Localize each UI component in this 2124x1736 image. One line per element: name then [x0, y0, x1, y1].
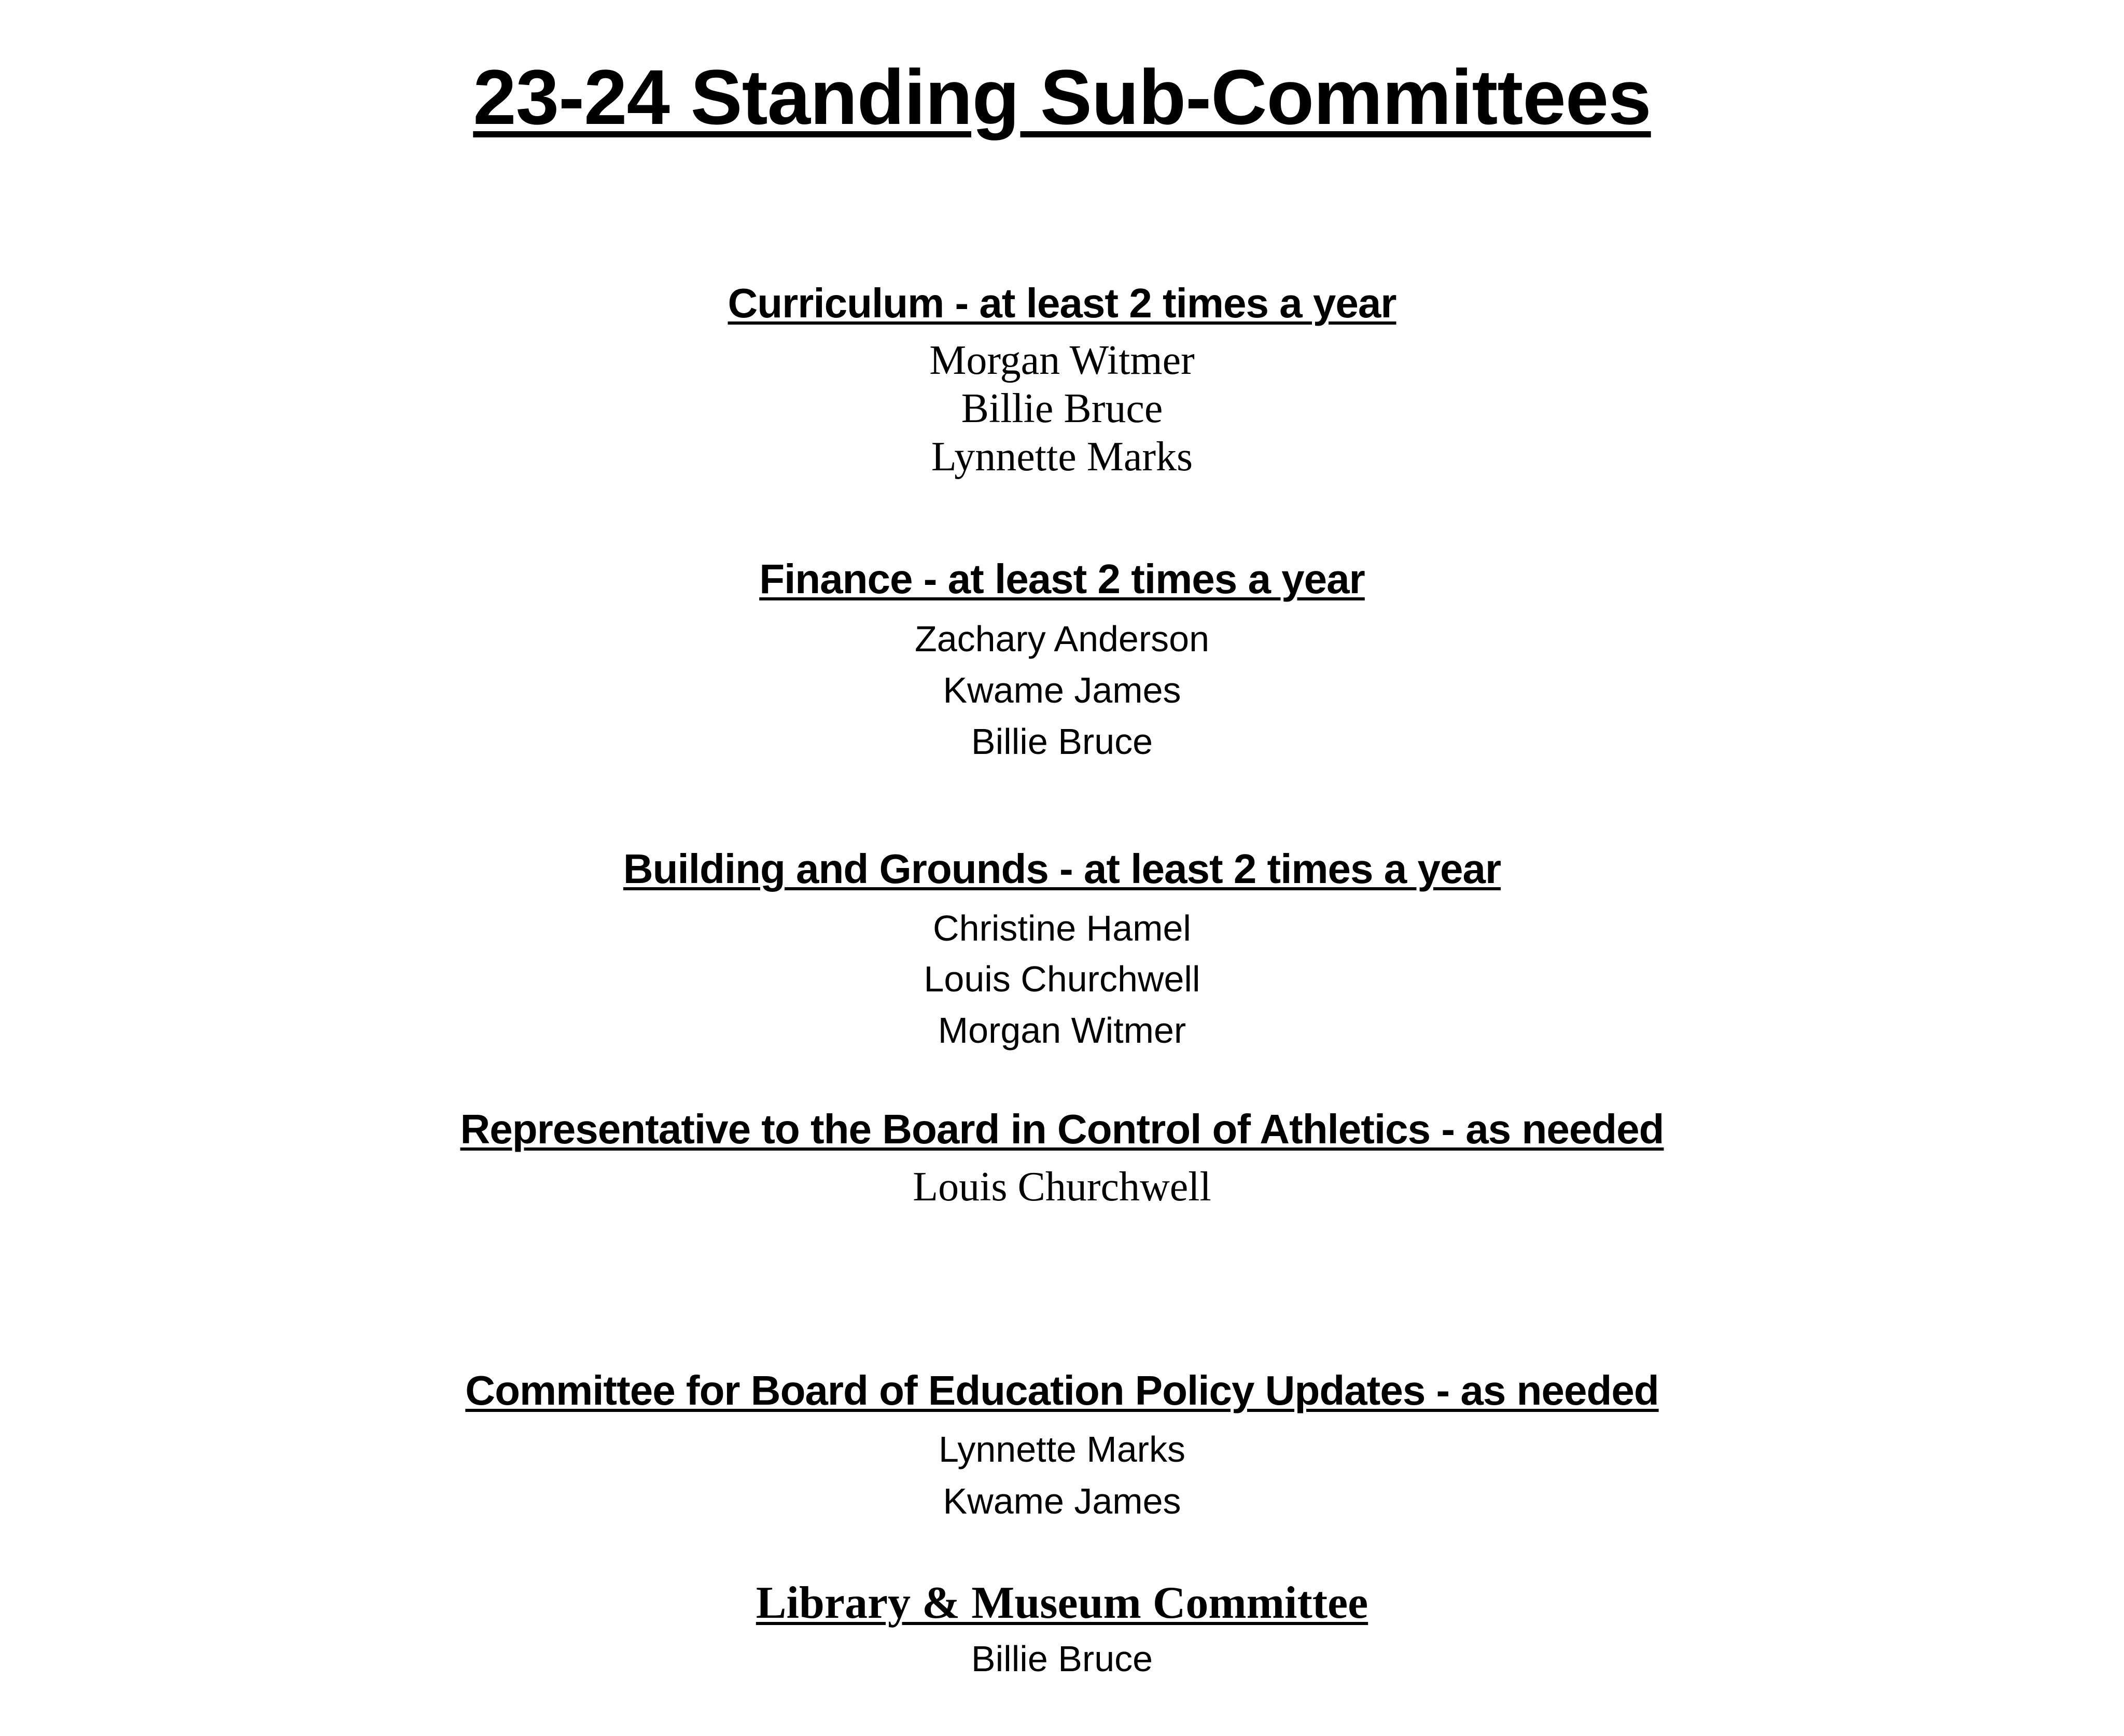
committee-heading: Finance - at least 2 times a year	[759, 556, 1365, 602]
committee-member: Lynnette Marks	[939, 1429, 1185, 1469]
committee-member: Christine Hamel	[933, 908, 1191, 948]
committee-member: Louis Churchwell	[924, 959, 1200, 999]
committee-member: Kwame James	[943, 1481, 1181, 1521]
committee-member: Billie Bruce	[961, 386, 1163, 431]
committee-member: Morgan Witmer	[938, 1010, 1186, 1051]
committee-heading: Curriculum - at least 2 times a year	[728, 280, 1396, 326]
committee-member: Kwame James	[943, 670, 1181, 710]
committee-heading: Representative to the Board in Control of Athletics - as needed	[460, 1106, 1664, 1152]
committee-heading: Building and Grounds - at least 2 times a year	[623, 846, 1501, 892]
committee-member: Billie Bruce	[971, 721, 1153, 762]
committee-member: Billie Bruce	[971, 1639, 1153, 1679]
committee-member: Morgan Witmer	[929, 338, 1195, 383]
page-title: 23-24 Standing Sub-Committees	[473, 53, 1651, 141]
committee-member: Zachary Anderson	[914, 619, 1210, 659]
committee-member: Louis Churchwell	[913, 1164, 1211, 1210]
committee-heading: Committee for Board of Education Policy Updates - as needed	[465, 1367, 1659, 1413]
committee-heading: Library & Museum Committee	[756, 1578, 1368, 1628]
committee-member: Lynnette Marks	[931, 434, 1193, 480]
